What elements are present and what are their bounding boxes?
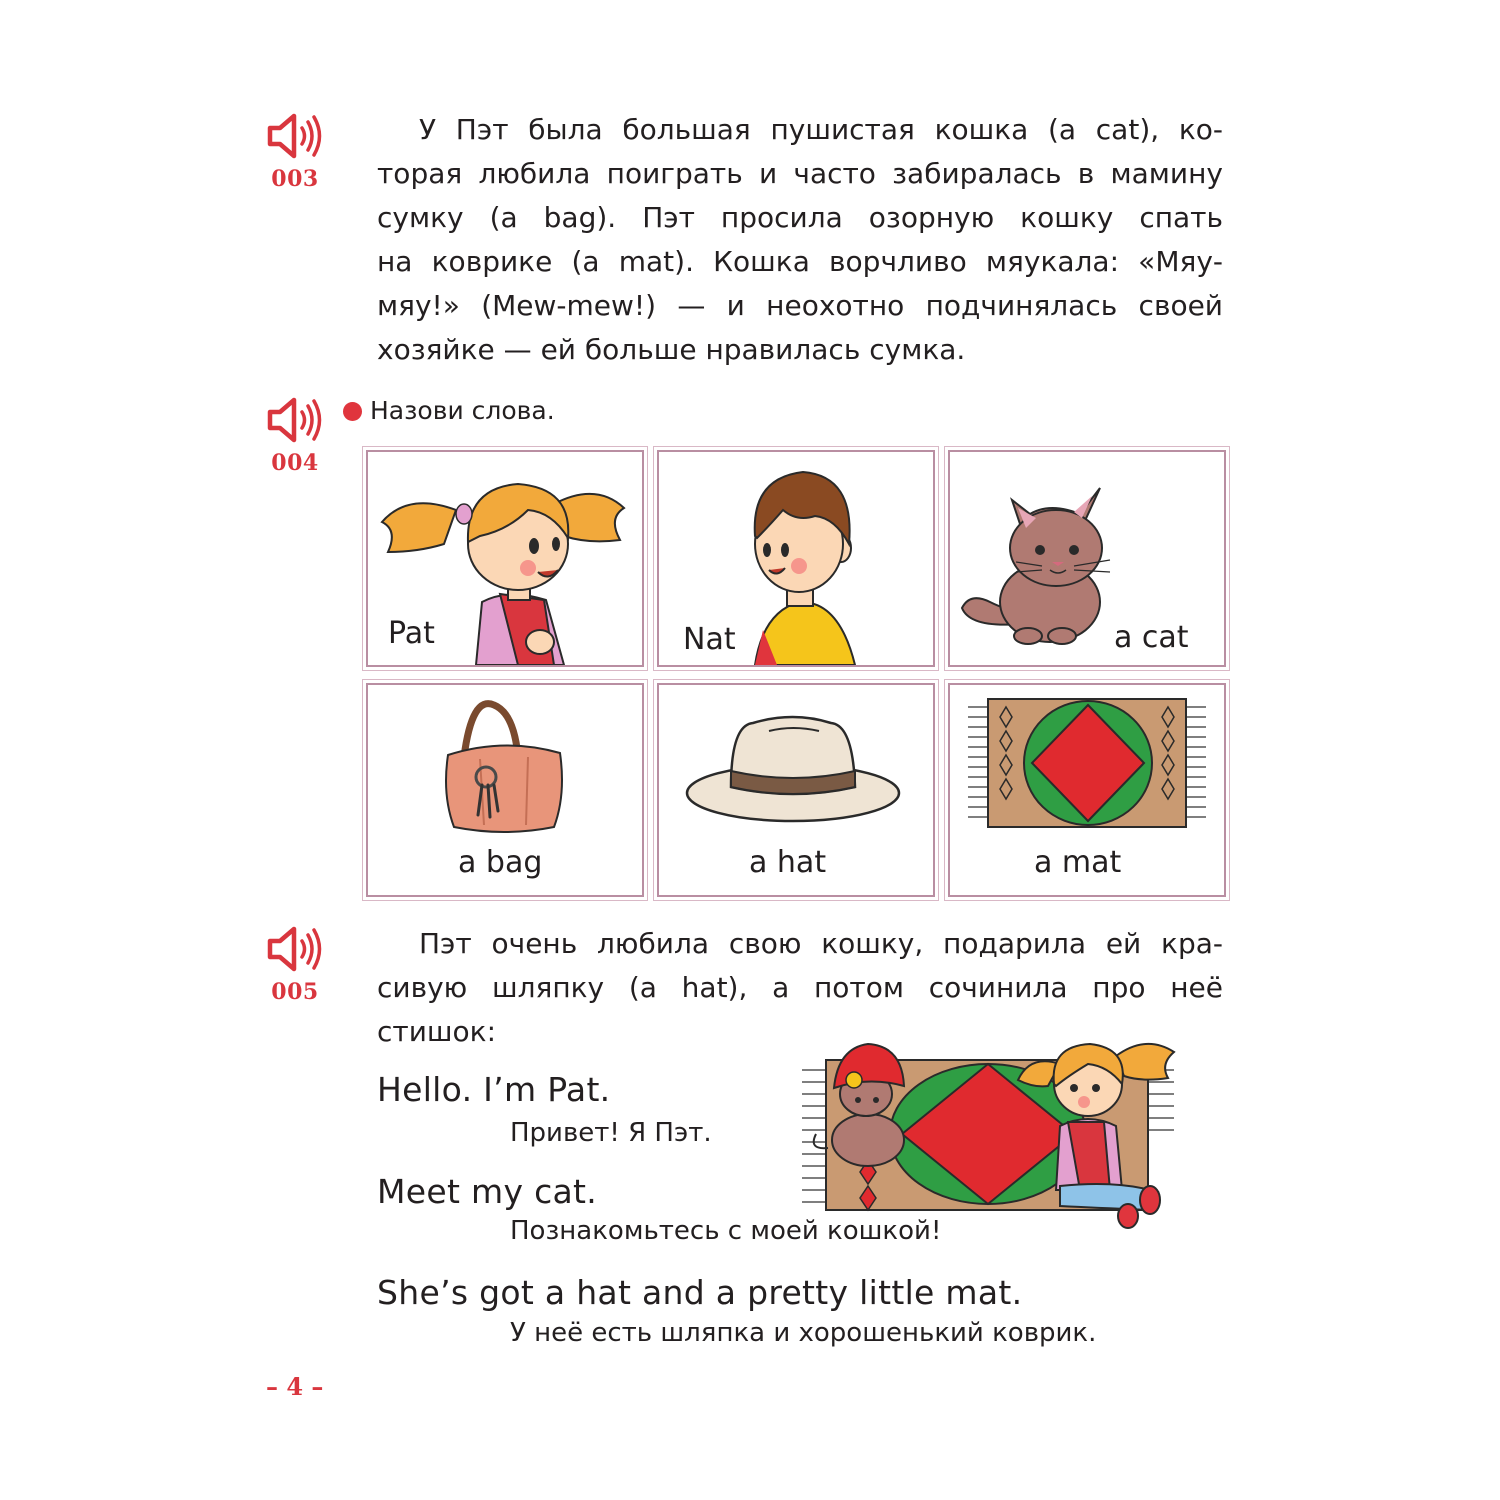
bullet-icon (343, 402, 362, 421)
card-label: a mat (1034, 845, 1122, 880)
instruction (343, 396, 555, 425)
story-line: на коврике (a mat). Кошка ворчливо мяукала: «Мяу- (377, 245, 1223, 278)
story-line: У Пэт была большая пушистая кошка (a cat), ко- (419, 113, 1223, 146)
speaker-icon[interactable] (266, 925, 324, 973)
poem-line-en: Hello. I’m Pat. (377, 1070, 611, 1109)
card-label: a bag (458, 845, 543, 880)
track-number: 003 (271, 166, 319, 192)
story-line: мяу!» (Mew-mew!) — и неохотно подчинялась своей (377, 289, 1223, 322)
track-number: 005 (271, 979, 319, 1005)
poem-line-ru: Привет! Я Пэт. (510, 1118, 712, 1148)
story-line: торая любила поиграть и часто забиралась в мамину (377, 157, 1223, 190)
card-label: Nat (683, 622, 736, 657)
story-line: хозяйке — ей больше нравилась сумка. (377, 333, 966, 366)
card-label: a hat (749, 845, 827, 880)
poem-line-en: Meet my cat. (377, 1172, 598, 1211)
word-card-mat[interactable] (948, 683, 1226, 897)
poem-line-en: She’s got a hat and a pretty little mat. (377, 1273, 1023, 1312)
word-card-bag[interactable] (366, 683, 644, 897)
audio-block-003[interactable] (260, 112, 330, 192)
girl-cat-on-mat-illustration (798, 1030, 1178, 1240)
poem-line-ru: Познакомьтесь с моей кошкой! (510, 1216, 942, 1246)
speaker-icon[interactable] (266, 112, 324, 160)
card-label: a cat (1114, 620, 1189, 655)
word-card-pat[interactable] (366, 450, 644, 667)
audio-block-005[interactable] (260, 925, 330, 1005)
story-paragraph-1 (377, 108, 1223, 372)
speaker-icon[interactable] (266, 396, 324, 444)
card-label: Pat (388, 616, 435, 651)
story-line: Пэт очень любила свою кошку, подарила ей кра- (419, 927, 1223, 960)
word-card-cat[interactable] (948, 450, 1226, 667)
track-number: 004 (271, 450, 319, 476)
instruction-text: Назови слова. (370, 396, 555, 425)
word-card-nat[interactable] (657, 450, 935, 667)
story-line: стишок: (377, 1015, 496, 1048)
story-line: сумку (a bag). Пэт просила озорную кошку спать (377, 201, 1223, 234)
story-line: сивую шляпку (a hat), а потом сочинила про неё (377, 971, 1223, 1004)
audio-block-004[interactable] (260, 396, 330, 476)
word-card-hat[interactable] (657, 683, 935, 897)
page-number: – 4 – (266, 1372, 324, 1401)
poem-line-ru: У неё есть шляпка и хорошенький коврик. (510, 1318, 1097, 1348)
